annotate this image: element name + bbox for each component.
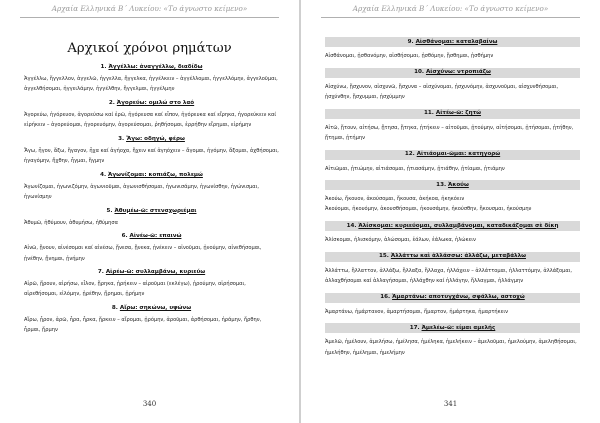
entry-headword: Ἀλλάττω καὶ ἀλλάσσω: ἀλλάζω, μεταβάλλω <box>390 253 526 260</box>
entry-number: 14. <box>346 222 359 229</box>
verb-entry <box>325 68 580 102</box>
verb-entry <box>24 64 279 94</box>
verb-entry-heading <box>325 221 580 231</box>
verb-entry-heading <box>24 305 279 312</box>
verb-principal-parts: Ἀκούω, ἤκουον, ἀκούσομαι, ἤκουσα, ἀκήκοα, ἠκηκόειν Ἀκούομαι, ἠκουόμην, ἀκουσθήσομαι, ἠκουσάμην, ἠκούσθην, ἤκουσμαι, ἠκούσμην <box>325 196 532 213</box>
entry-number: 9. <box>407 38 416 45</box>
verb-principal-parts: Ἁλίσκομαι, ἡλισκόμην, ἁλώσομαι, ἑάλων, ἑάλωκα, ἡλώκειν <box>325 237 476 244</box>
verb-principal-parts: Ἀθυμῶ, ἠθύμουν, ἀθυμήσω, ἠθύμησα <box>24 219 118 226</box>
right-page <box>301 0 600 423</box>
entry-number: 16. <box>380 294 393 301</box>
verb-entry <box>24 269 279 299</box>
verb-entry-heading <box>24 136 279 143</box>
verb-entry-heading <box>325 150 580 160</box>
verb-principal-parts: Ἀλλάττω, ἤλλαττον, ἀλλάξω, ἤλλαξα, ἤλλαχα, ἠλλάχειν – ἀλλάττομαι, ἠλλαττόμην, ἀλλάξομαι, ἀλλαχθήσομαι καί ἀλλαγήσομαι, ἠλλάχθην καί ἠλλάγην, ἤλλαγμαι, ἠλλάγμην <box>325 267 573 285</box>
entry-number: 17. <box>409 324 422 331</box>
verb-principal-parts: Ἀγωνίζομαι, ἠγωνιζόμην, ἀγωνιοῦμαι, ἀγωνισθήσομαι, ἠγωνισάμην, ἠγωνίσθην, ἠγώνισμαι, ἠγωνίσμην <box>24 183 260 200</box>
entry-headword: Ἀγγέλλω: ἀναγγέλλω, διαδίδω <box>108 64 203 70</box>
entry-headword: Αἰτέω-ῶ: ζητώ <box>435 110 481 117</box>
verb-entry-heading <box>325 293 580 303</box>
verb-principal-parts: Αἴρω, ᾖρον, ἀρῶ, ἦρα, ἦρκα, ᾔρκειν – αἴρομαι, ᾐρόμην, ἀροῦμαι, ἀρθήσομαι, ἠράμην, ἤρθην, ἦρμαι, ᾔρμην <box>24 317 262 334</box>
verb-entry-heading <box>325 37 580 47</box>
verb-principal-parts: Αἱρῶ, ᾕρουν, αἱρήσω, εἷλον, ᾕρηκα, ᾑρήκειν – αἱροῦμαι (εκλέγω), ᾑρούμην, αἱρήσομαι, αἱρεθήσομαι, εἱλόμην, ᾑρέθην, ᾕρημαι, ᾑρήμην <box>24 281 246 298</box>
verb-entry <box>24 305 279 335</box>
verb-principal-parts: Αἰνῶ, ᾔνουν, αἰνέσομαι καί αἰνέσω, ᾔνεσα, ᾔνεκα, ᾐνέκειν – αἰνοῦμαι, ᾐνούμην, αἰνεθήσομαι, ᾐνέθην, ᾔνημαι, ᾐνήμην <box>24 245 262 262</box>
entry-number: 4. <box>100 171 109 178</box>
entry-headword: Ἁλίσκομαι: κυριεύομαι, συλλαμβάνομαι, καταδικάζομαι σὲ δίκη <box>358 222 559 229</box>
header-rule <box>20 17 279 18</box>
entry-number: 1. <box>100 64 109 70</box>
entry-headword: Αἰτιάομαι-ῶμαι: κατηγορώ <box>416 151 501 158</box>
entry-headword: Ἀγωνίζομαι: κοπιάζω, πολεμώ <box>108 171 203 178</box>
entry-headword: Αἰνέω-ῶ: επαινώ <box>129 233 182 240</box>
entry-headword: Ἁμαρτάνω: αποτυγχάνω, σφάλλω, αστοχώ <box>392 294 525 301</box>
verb-entry <box>325 221 580 245</box>
running-head: Αρχαία Ελληνικά Β΄ Λυκείου: «Το άγνωστο κείμενο» <box>51 4 248 13</box>
verb-entry <box>325 109 580 143</box>
verb-entry <box>24 233 279 263</box>
entry-list <box>325 37 580 364</box>
verb-entry <box>24 100 279 130</box>
entry-number: 15. <box>379 253 391 260</box>
verb-principal-parts: Ἄγω, ἦγον, ἄξω, ἤγαγον, ἦχα καί ἀγήοχα, ἤχειν καί ἀγηόχειν – ἄγομαι, ἠγόμην, ἄξομαι, ἀχθήσομαι, ἠγαγόμην, ἤχθην, ἦγμαι, ἤγμην <box>24 147 279 165</box>
verb-entry-heading <box>24 269 279 276</box>
entry-headword: Ἀμελέω-ῶ: είμαι αμελής <box>421 324 496 331</box>
entry-number: 6. <box>121 233 130 240</box>
chapter-title: Αρχικοί χρόνοι ρημάτων <box>67 41 232 56</box>
verb-entry-heading <box>325 323 580 333</box>
entry-headword: Ἀθυμέω-ῶ: στεναχωριέμαι <box>114 207 197 214</box>
verb-principal-parts: Ἀγορεύω, ἠγόρευον, ἀγορεύσω καί ἐρῶ, ἠγόρευσα καί εἶπον, ἠγόρευκα καί εἴρηκα, ἠγορεύκειν καί εἰρήκειν – ἀγορεύομαι, ἠγορευόμην, ἀγορεύσομαι, ῥηθήσομαι, ἐρρήθην εἴρημαι, εἰρήμην <box>24 111 277 129</box>
verb-entry-heading <box>24 233 279 240</box>
verb-principal-parts: Αἰτιῶμαι, ᾐτιώμην, αἰτιάσομαι, ᾐτιασάμην, ᾐτιάθην, ᾐτίαμαι, ᾐτιάμην <box>325 165 505 172</box>
entry-number: 5. <box>106 207 115 214</box>
entry-headword: Ἀκούω <box>448 181 469 188</box>
left-page <box>0 0 299 423</box>
verb-entry-heading <box>24 100 279 107</box>
entry-number: 7. <box>97 269 106 276</box>
verb-entry <box>325 150 580 174</box>
verb-principal-parts: Αἰσχύνω, ᾔσχυνον, αἰσχυνῶ, ᾔσχυνα – αἰσχύνομαι, ᾐσχυνόμην, ἀσχυνοῦμαι, αἰσχυνθήσομαι, ᾐσχύνθην, ᾔσχυμμαι, ᾐσχύμμην <box>325 83 559 100</box>
entry-number: 2. <box>108 99 117 106</box>
verb-principal-parts: Ἁμαρτάνω, ἡμάρτανον, ἁμαρτήσομαι, ἥμαρτον, ἡμάρτηκα, ἡμαρτήκειν <box>325 308 508 315</box>
verb-principal-parts: Αἰσθάνομαι, ᾐσθανόμην, αἰσθήσομαι, ᾐσθόμην, ᾔσθημαι, ᾐσθήμην <box>325 53 494 59</box>
entry-number: 13. <box>436 181 449 188</box>
verb-entry-heading <box>325 68 580 78</box>
verb-entry <box>325 37 580 61</box>
verb-entry-heading <box>325 180 580 190</box>
verb-principal-parts: Ἀγγέλλω, ἤγγελλον, ἀγγελῶ, ἠγγελλα, ἤγγελκα, ἠγγέλκειν – ἀγγέλλομαι, ἠγγελλόμην, ἀγγελοῦμαι, ἀγγελθήσομαι, ἠγγειλάμην, ἠγγέλθην, ἤγγελμαι, ἠγγέλμην <box>24 76 278 93</box>
verb-entry <box>325 180 580 214</box>
verb-entry-heading <box>325 252 580 262</box>
entry-headword: Αἰσθάνομαι: καταλαβαίνω <box>415 38 498 45</box>
entry-number: 12. <box>404 151 417 158</box>
verb-principal-parts: Αἰτῶ, ᾔτουν, αἰτήσω, ᾔτησα, ᾔτηκα, ᾐτήκειν – αἰτοῦμαι, ᾐτούμην, αἰτήσομαι, ᾐτήσομαι, ᾐτήθην, ᾔτημαι, ᾐτήμην <box>325 124 574 141</box>
entry-number: 11. <box>424 110 436 117</box>
entry-headword: Αἱρέω-ῶ: συλλαμβάνω, κυριεύω <box>105 269 206 276</box>
entry-number: 3. <box>118 135 127 142</box>
verb-entry-heading <box>325 109 580 119</box>
page-number: 340 <box>142 400 157 408</box>
verb-entry-heading <box>24 64 279 71</box>
entry-number: 10. <box>414 69 426 76</box>
running-head: Αρχαία Ελληνικά Β΄ Λυκείου: «Το άγνωστο κείμενο» <box>352 4 549 13</box>
entry-headword: Ἄγω: οδηγώ, φέρω <box>126 135 185 142</box>
verb-entry <box>24 208 279 228</box>
entry-headword: Ἀγορεύω: ομιλώ στο λαό <box>116 99 195 106</box>
page-number: 341 <box>443 400 458 408</box>
verb-entry <box>24 136 279 166</box>
verb-entry <box>24 172 279 202</box>
verb-entry-heading <box>24 208 279 215</box>
entry-headword: Αἴρω: σηκώνω, υψώνω <box>119 305 192 312</box>
entry-number: 8. <box>111 305 120 312</box>
verb-entry <box>325 323 580 357</box>
verb-entry <box>325 293 580 317</box>
verb-entry-heading <box>24 172 279 179</box>
verb-entry <box>325 252 580 286</box>
entry-list <box>24 64 279 341</box>
header-rule <box>321 17 580 18</box>
entry-headword: Αἰσχύνω: ντροπιάζω <box>425 69 491 76</box>
verb-principal-parts: Ἀμελῶ, ἠμέλουν, ἀμελήσω, ἠμέλησα, ἠμέληκα, ἠμελήκειν – ἀμελοῦμαι, ἠμελούμην, ἀμεληθήσομαι, ἠμελήθην, ἠμέλημαι, ἠμελήμην <box>325 339 577 356</box>
